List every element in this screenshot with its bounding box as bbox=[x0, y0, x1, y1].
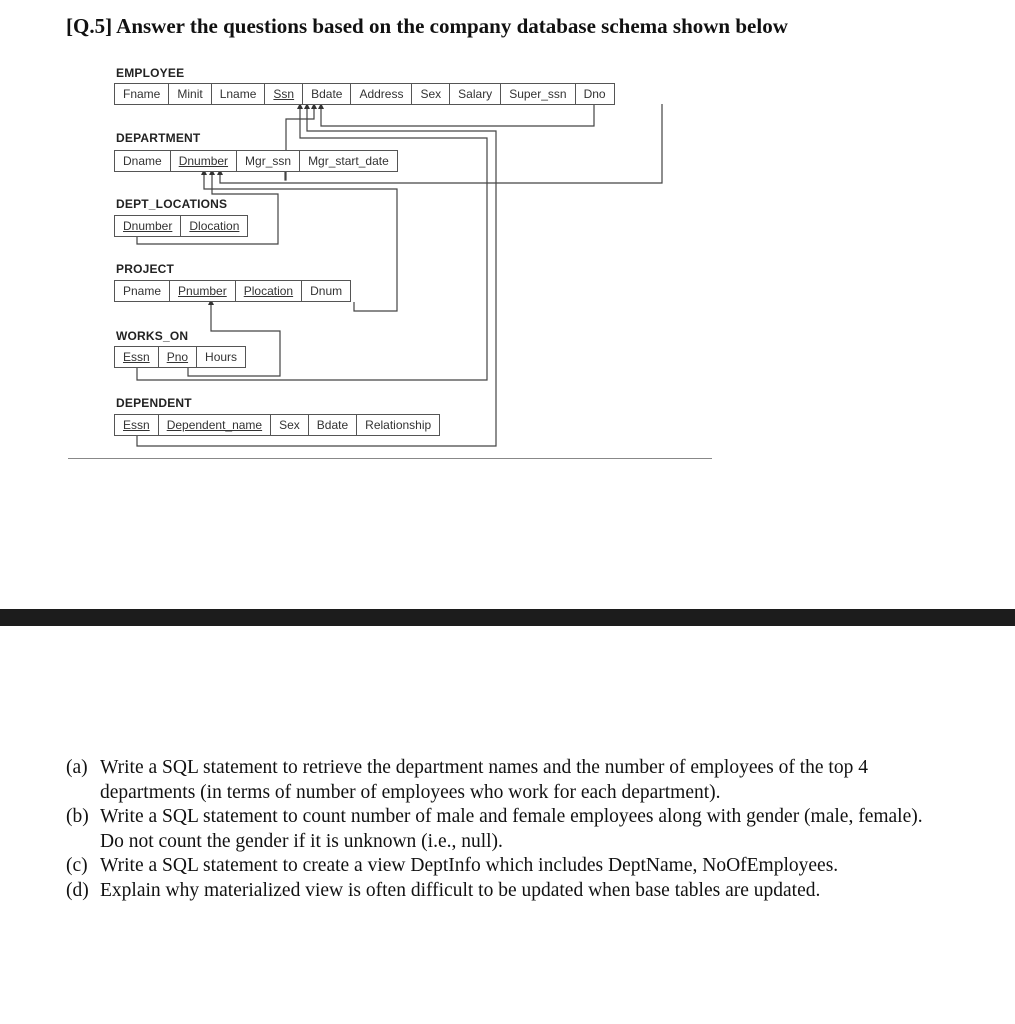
divider bbox=[68, 458, 712, 459]
attr-salary: Salary bbox=[450, 84, 501, 104]
attr-pno: Pno bbox=[159, 347, 197, 367]
question-text: Explain why materialized view is often difficult to be updated when base tables are updated. bbox=[100, 879, 821, 901]
attr-dnumber: Dnumber bbox=[115, 216, 181, 236]
attr-dnumber: Dnumber bbox=[171, 151, 237, 171]
attr-hours: Hours bbox=[205, 350, 238, 364]
question-text: Write a SQL statement to create a view DeptInfo which includes DeptName, NoOfEmployees. bbox=[100, 855, 839, 876]
relation-name-works-on: WORKS_ON bbox=[116, 329, 189, 343]
attr-dnum: Dnum bbox=[310, 284, 343, 298]
attr-sex: Sex bbox=[271, 415, 309, 435]
attr-relationship: Relationship bbox=[365, 418, 432, 432]
question-item bbox=[66, 854, 946, 879]
attr-super-ssn: Super_ssn bbox=[501, 84, 575, 104]
attr-bdate: Bdate bbox=[309, 415, 357, 435]
question-label: (c) bbox=[66, 855, 88, 876]
attr-dname: Dname bbox=[115, 151, 171, 171]
table-dependent bbox=[114, 414, 440, 436]
attr-minit: Minit bbox=[169, 84, 211, 104]
question-item bbox=[66, 805, 946, 854]
attr-essn: Essn bbox=[115, 415, 159, 435]
table-works-on bbox=[114, 346, 246, 368]
attr-bdate: Bdate bbox=[303, 84, 351, 104]
table-employee bbox=[114, 83, 615, 105]
connector-super-ssn bbox=[321, 104, 594, 126]
attr-dependent-name: Dependent_name bbox=[159, 415, 271, 435]
attr-essn: Essn bbox=[115, 347, 159, 367]
attr-lname: Lname bbox=[212, 84, 266, 104]
connector-works-on-essn bbox=[137, 106, 487, 380]
question-label: (b) bbox=[66, 806, 89, 827]
question-list bbox=[66, 756, 946, 903]
separator-bar bbox=[0, 609, 1015, 626]
question-label: (a) bbox=[66, 757, 88, 778]
attr-pname: Pname bbox=[115, 281, 170, 301]
attr-fname: Fname bbox=[115, 84, 169, 104]
attr-plocation: Plocation bbox=[236, 281, 302, 301]
relation-name-dept-locations: DEPT_LOCATIONS bbox=[116, 197, 228, 211]
question-label: (d) bbox=[66, 879, 89, 901]
attr-dno: Dno bbox=[583, 87, 606, 101]
attr-sex: Sex bbox=[412, 84, 450, 104]
relation-name-dependent: DEPENDENT bbox=[116, 396, 192, 410]
attr-mgr-start-date: Mgr_start_date bbox=[308, 154, 389, 168]
question-item bbox=[66, 756, 946, 805]
question-item bbox=[66, 879, 946, 904]
attr-address: Address bbox=[351, 84, 412, 104]
question-title: [Q.5] Answer the questions based on the company database schema shown below bbox=[66, 14, 788, 38]
attr-mgr-ssn: Mgr_ssn bbox=[237, 151, 300, 171]
table-department bbox=[114, 150, 398, 172]
relation-name-project: PROJECT bbox=[116, 262, 175, 276]
question-text: Write a SQL statement to count number of male and female employees along with gender (male, female). Do not count the gender if it is unknown (i.e., null). bbox=[100, 806, 923, 852]
relation-name-employee: EMPLOYEE bbox=[116, 66, 185, 80]
table-project bbox=[114, 280, 351, 302]
relation-name-department: DEPARTMENT bbox=[116, 131, 201, 145]
attr-ssn: Ssn bbox=[265, 84, 303, 104]
attr-pnumber: Pnumber bbox=[170, 281, 236, 301]
attr-dlocation: Dlocation bbox=[189, 219, 240, 233]
table-dept-locations bbox=[114, 215, 248, 237]
question-text: Write a SQL statement to retrieve the department names and the number of employees of the top 4 departments (in terms of number of employees who work for each department). bbox=[100, 757, 868, 803]
